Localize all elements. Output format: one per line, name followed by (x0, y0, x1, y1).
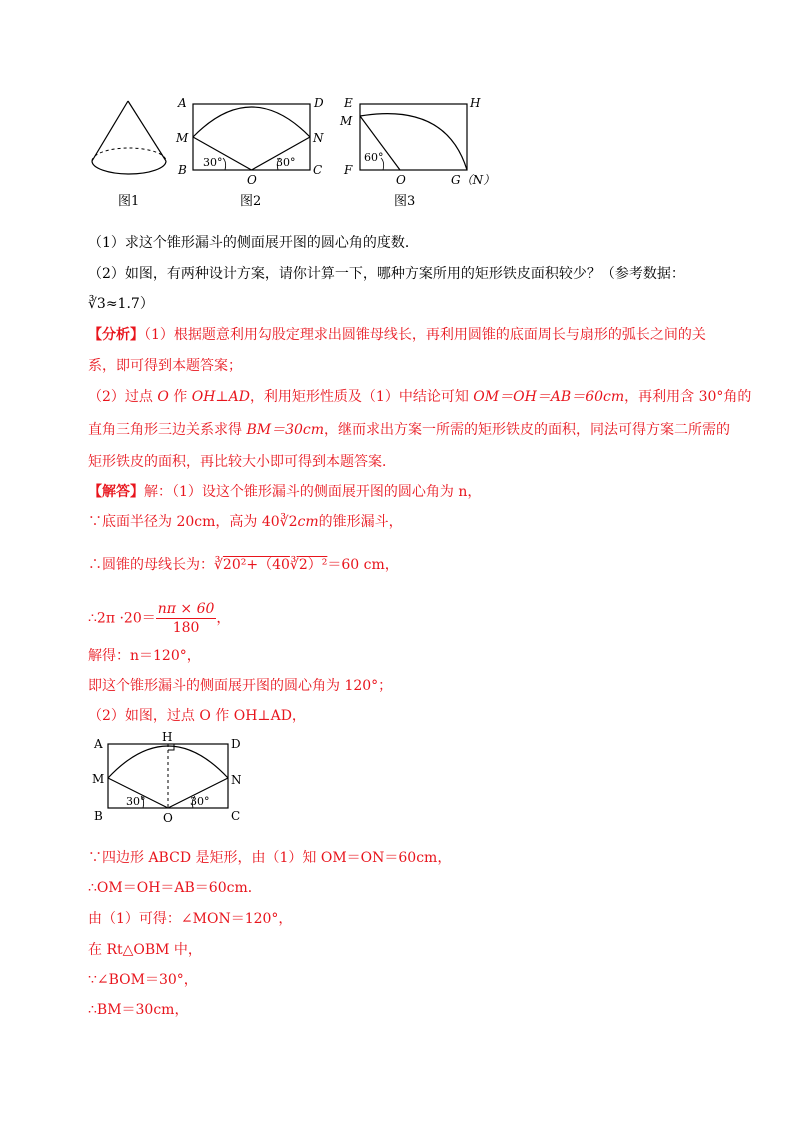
fig2-label-O: O (247, 173, 257, 187)
figure1-caption: 图1 (118, 194, 140, 209)
fraction: $\frac{n\pi \times 60}{180}$ (157, 601, 215, 636)
solution-line-7: （2）如图，过点 O 作 OH⊥AD， (88, 708, 306, 724)
fig2-label-N: N (313, 131, 324, 145)
fig3-label-M: M (340, 114, 353, 128)
question-2: （2）如图，有两种设计方案，请你计算一下，哪种方案所用的矩形铁皮面积较少？（参考数据： (88, 266, 685, 282)
fig2-label-A: A (178, 96, 187, 110)
fig2-angle-right: 30° (276, 156, 296, 169)
cone-figure (88, 95, 178, 185)
design-figure-3 (338, 92, 508, 192)
fig3-label-E: E (344, 96, 353, 110)
solution-line-1: 【解答】解：（1）设这个锥形漏斗的侧面展开图的圆心角为 n， (88, 484, 482, 500)
solution-line-13: ∴BM＝30cm， (88, 1002, 189, 1018)
design-figure-2 (175, 92, 335, 192)
analysis-line-1: 【分析】（1）根据题意利用勾股定理求出圆锥母线长，再利用圆锥的底面周长与扇形的弧长之间的关 (88, 327, 706, 343)
fig4-angle-left: 30° (126, 795, 146, 808)
analysis-line-2: 系，即可得到本题答案； (88, 358, 242, 374)
figure2-caption: 图2 (240, 194, 262, 209)
solution-line-12: ∵∠BOM＝30°， (88, 972, 198, 988)
fig2-label-C: C (313, 163, 323, 177)
analysis-tag: 【分析】 (88, 327, 144, 343)
fig3-label-O: O (396, 173, 406, 187)
fig3-label-H: H (470, 96, 481, 110)
cube-root-icon: ∛ (289, 557, 299, 573)
fig4-label-B: B (94, 809, 103, 823)
fig4-label-C: C (231, 809, 241, 823)
solution-line-5: 解得：n＝120°， (88, 648, 201, 664)
solution-figure (88, 728, 258, 828)
analysis-line-3: （2）过点 O 作 OH⊥AD，利用矩形性质及（1）中结论可知 OM＝OH＝AB＝60cm，再利用含 30°角的 (88, 389, 752, 405)
fig2-angle-left: 30° (203, 156, 223, 169)
fig2-label-B: B (178, 163, 187, 177)
solution-line-8: ∵四边形 ABCD 是矩形，由（1）知 OM＝ON＝60cm， (88, 850, 452, 866)
solution-line-6: 即这个锥形漏斗的侧面展开图的圆心角为 120°； (88, 678, 393, 694)
cube-root-icon: ∛ (214, 557, 223, 573)
question-1: （1）求这个锥形漏斗的侧面展开图的圆心角的度数． (88, 235, 419, 251)
fig2-label-D: D (314, 96, 324, 110)
solution-line-3: ∴圆锥的母线长为：∛20²+（40∛2）²＝60 cm， (88, 557, 399, 573)
analysis-line-5: 矩形铁皮的面积，再比较大小即可得到本题答案． (88, 454, 396, 470)
fig4-label-H: H (162, 730, 173, 744)
fig4-label-D: D (231, 737, 241, 751)
fig4-label-N: N (231, 773, 242, 787)
solution-line-4: ∴2π ·20＝ $\frac{n\pi \times 60}{180}$ ， (88, 601, 231, 636)
cube-root-icon: ∛ (279, 514, 289, 530)
solution-line-10: 由（1）可得：∠MON＝120°， (88, 911, 293, 927)
solution-line-11: 在 Rt△OBM 中， (88, 942, 202, 958)
fig2-label-M: M (176, 131, 189, 145)
fig3-angle: 60° (364, 151, 384, 164)
figure3-caption: 图3 (394, 194, 416, 209)
solution-tag: 【解答】 (88, 484, 144, 500)
fig4-label-A: A (94, 737, 103, 751)
solution-line-9: ∴OM＝OH＝AB＝60cm． (88, 880, 262, 896)
fig4-label-M: M (92, 772, 105, 786)
fig4-angle-right: 30° (190, 795, 210, 808)
fig3-label-G: G（N） (451, 173, 496, 187)
question-2-reference: ∛3≈1.7） (88, 296, 154, 312)
fig4-label-O: O (163, 811, 173, 825)
solution-line-2: ∵底面半径为 20cm，高为 40∛2cm的锥形漏斗， (88, 514, 403, 530)
analysis-line-4: 直角三角形三边关系求得 BM＝30cm，继而求出方案一所需的矩形铁皮的面积，同法可得方案二所需的 (88, 422, 731, 438)
cube-root-icon: ∛ (88, 296, 97, 312)
fig3-label-F: F (344, 163, 353, 177)
